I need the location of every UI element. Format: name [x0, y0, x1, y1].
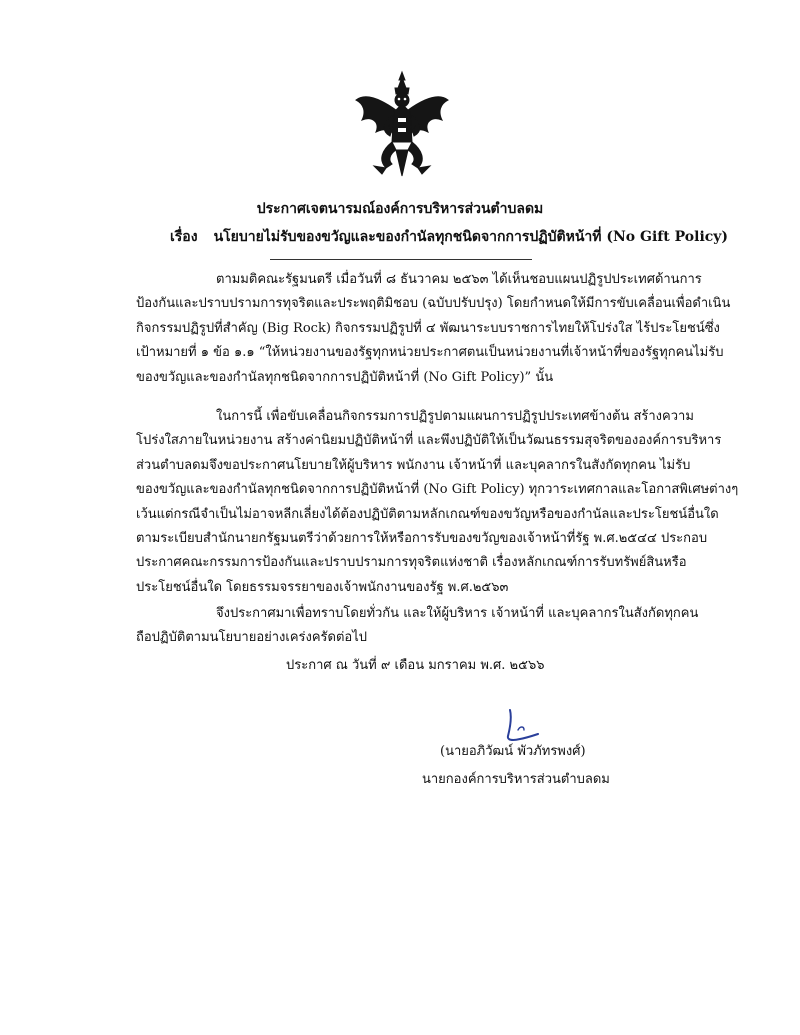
paragraph-3: [136, 602, 699, 651]
announcement-date: ประกาศ ณ วันที่ ๙ เดือน มกราคม พ.ศ. ๒๕๖๖: [286, 658, 545, 673]
paragraph-line: ของขวัญและของกำนัลทุกชนิดจากการปฏิบัติหน้าที่ (No Gift Policy)” นั้น: [136, 369, 554, 385]
paragraph-line: ป้องกันและปราบปรามการทุจริตและประพฤติมิชอบ (ฉบับปรับปรุง) โดยกำหนดให้มีการขับเคลื่อนเพื่อดำเนิน: [136, 296, 731, 312]
paragraph-line: ถือปฏิบัติตามนโยบายอย่างเคร่งครัดต่อไป: [136, 630, 368, 646]
paragraph-line: ประกาศคณะกรรมการป้องกันและปราบปรามการทุจริตแห่งชาติ เรื่องหลักเกณฑ์การรับทรัพย์สินหรือ: [136, 555, 687, 571]
paragraph-line: ตามระเบียบสำนักนายกรัฐมนตรีว่าด้วยการให้หรือการรับของขวัญของเจ้าหน้าที่รัฐ พ.ศ.๒๕๔๔ ประกอบ: [136, 531, 708, 547]
announcement-title: ประกาศเจตนารมณ์องค์การบริหารส่วนตำบลดม: [256, 201, 544, 217]
title-divider: [270, 259, 532, 260]
signer-position: นายกองค์การบริหารส่วนตำบลดม: [422, 772, 610, 787]
subject-text: นโยบายไม่รับของขวัญและของกำนัลทุกชนิดจากการปฏิบัติหน้าที่ (No Gift Policy): [213, 229, 729, 245]
announcement-subject: [170, 226, 728, 248]
paragraph-line: เว้นแต่กรณีจำเป็นไม่อาจหลีกเลี่ยงได้ต้องปฏิบัติตามหลักเกณฑ์ของขวัญหรือของกำนัลและประโยชน์อื่นใด: [136, 506, 719, 522]
paragraph-line: จึงประกาศมาเพื่อทราบโดยทั่วกัน และให้ผู้บริหาร เจ้าหน้าที่ และบุคลากรในสังกัดทุกคน: [216, 606, 699, 621]
subject-label: เรื่อง: [170, 229, 198, 245]
paragraph-2: [136, 405, 739, 600]
paragraph-line: กิจกรรมปฏิรูปที่สำคัญ (Big Rock) กิจกรรมปฏิรูปที่ ๔ พัฒนาระบบราชการไทยให้โปร่งใส ไร้ประโยชน์ซึ่ง: [136, 320, 720, 336]
signer-name: (นายอภิวัฒน์ พัวภัทรพงศ์): [440, 744, 586, 759]
handwritten-signature-icon: [498, 708, 542, 744]
paragraph-line: ส่วนตำบลดมจึงขอประกาศนโยบายให้ผู้บริหาร พนักงาน เจ้าหน้าที่ และบุคลากรในสังกัดทุกคน ไม่รับ: [136, 457, 691, 473]
paragraph-line: เป้าหมายที่ ๑ ข้อ ๑.๑ “ให้หน่วยงานของรัฐทุกหน่วยประกาศตนเป็นหน่วยงานที่เจ้าหน้าที่ของรัฐทุกคนไม่รับ: [136, 345, 724, 361]
paragraph-line: ในการนี้ เพื่อขับเคลื่อนกิจกรรมการปฏิรูปตามแผนการปฏิรูปประเทศข้างต้น สร้างความ: [216, 409, 694, 424]
paragraph-line: โปร่งใสภายในหน่วยงาน สร้างค่านิยมปฏิบัติหน้าที่ และพึงปฏิบัติให้เป็นวัฒนธรรมสุจริตขององค์การบริหาร: [136, 433, 722, 449]
paragraph-line: ประโยชน์อื่นใด โดยธรรมจรรยาของเจ้าพนักงานของรัฐ พ.ศ.๒๕๖๓: [136, 579, 509, 595]
paragraph-line: ตามมติคณะรัฐมนตรี เมื่อวันที่ ๘ ธันวาคม ๒๕๖๓ ได้เห็นชอบแผนปฏิรูปประเทศด้านการ: [216, 272, 702, 287]
paragraph-1: [136, 268, 731, 390]
garuda-emblem-icon: [352, 70, 452, 180]
paragraph-line: ของขวัญและของกำนัลทุกชนิดจากการปฏิบัติหน้าที่ (No Gift Policy) ทุกวาระเทศกาลและโอกาสพิเศษต่างๆ: [136, 482, 739, 498]
